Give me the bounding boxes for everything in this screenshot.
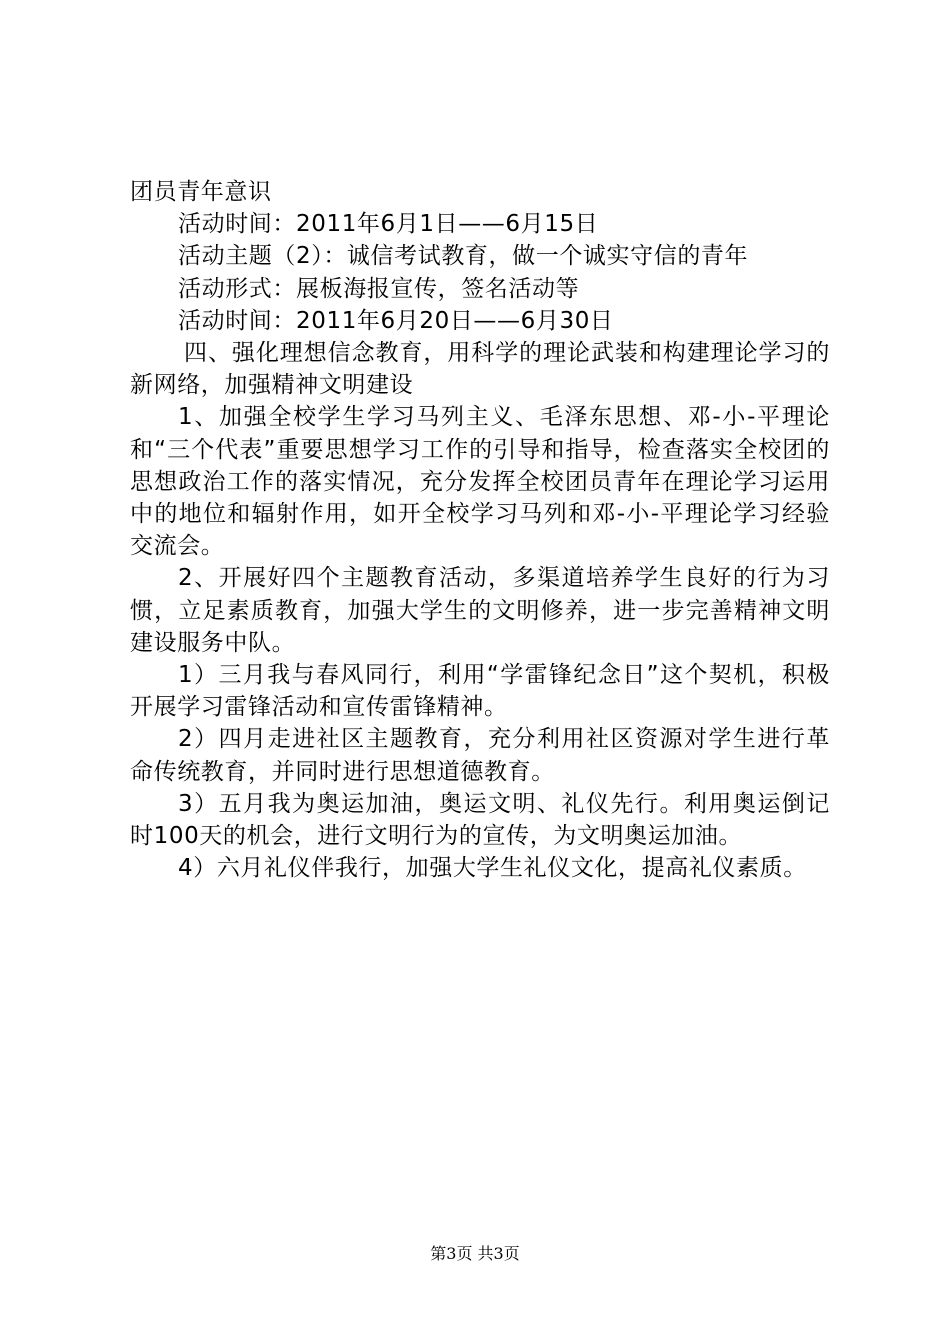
paragraph-item-1: 1、加强全校学生学习马列主义、毛泽东思想、邓-小-平理论和“三个代表”重要思想学习工作的引导和指导，检查落实全校团的思想政治工作的落实情况，充分发挥全校团员青年在理论学习运用中的地位和辐射作用，如开全校学习马列和邓-小-平理论学习经验交流会。 xyxy=(130,404,830,560)
paragraph-subitem-april: 2）四月走进社区主题教育，充分利用社区资源对学生进行革命传统教育，并同时进行思想道德教育。 xyxy=(130,726,830,785)
page-footer xyxy=(0,1244,950,1264)
paragraph-section-four: 四、强化理想信念教育，用科学的理论武装和构建理论学习的新网络，加强精神文明建设 xyxy=(130,340,830,399)
paragraph-item-2: 2、开展好四个主题教育活动，多渠道培养学生良好的行为习惯，立足素质教育，加强大学生的文明修养，进一步完善精神文明建设服务中队。 xyxy=(130,565,830,656)
page-number-label: 第3页 共3页 xyxy=(430,1244,520,1263)
paragraph-continuation: 团员青年意识 xyxy=(130,179,272,205)
paragraph-activity-time-2: 活动时间：2011年6月20日——6月30日 xyxy=(178,307,614,334)
paragraph-subitem-march: 1）三月我与春风同行，利用“学雷锋纪念日”这个契机，积极开展学习雷锋活动和宣传雷锋精神。 xyxy=(130,662,830,721)
paragraph-subitem-june: 4）六月礼仪伴我行，加强大学生礼仪文化，提高礼仪素质。 xyxy=(178,855,807,882)
paragraph-activity-theme-2: 活动主题（2）：诚信考试教育，做一个诚实守信的青年 xyxy=(178,243,749,270)
document-body xyxy=(130,176,830,884)
paragraph-activity-form: 活动形式：展板海报宣传，签名活动等 xyxy=(178,275,580,302)
paragraph-subitem-may: 3）五月我为奥运加油，奥运文明、礼仪先行。利用奥运倒记时100天的机会，进行文明行为的宣传，为文明奥运加油。 xyxy=(130,790,830,850)
paragraph-activity-time-1: 活动时间：2011年6月1日——6月15日 xyxy=(178,211,599,238)
